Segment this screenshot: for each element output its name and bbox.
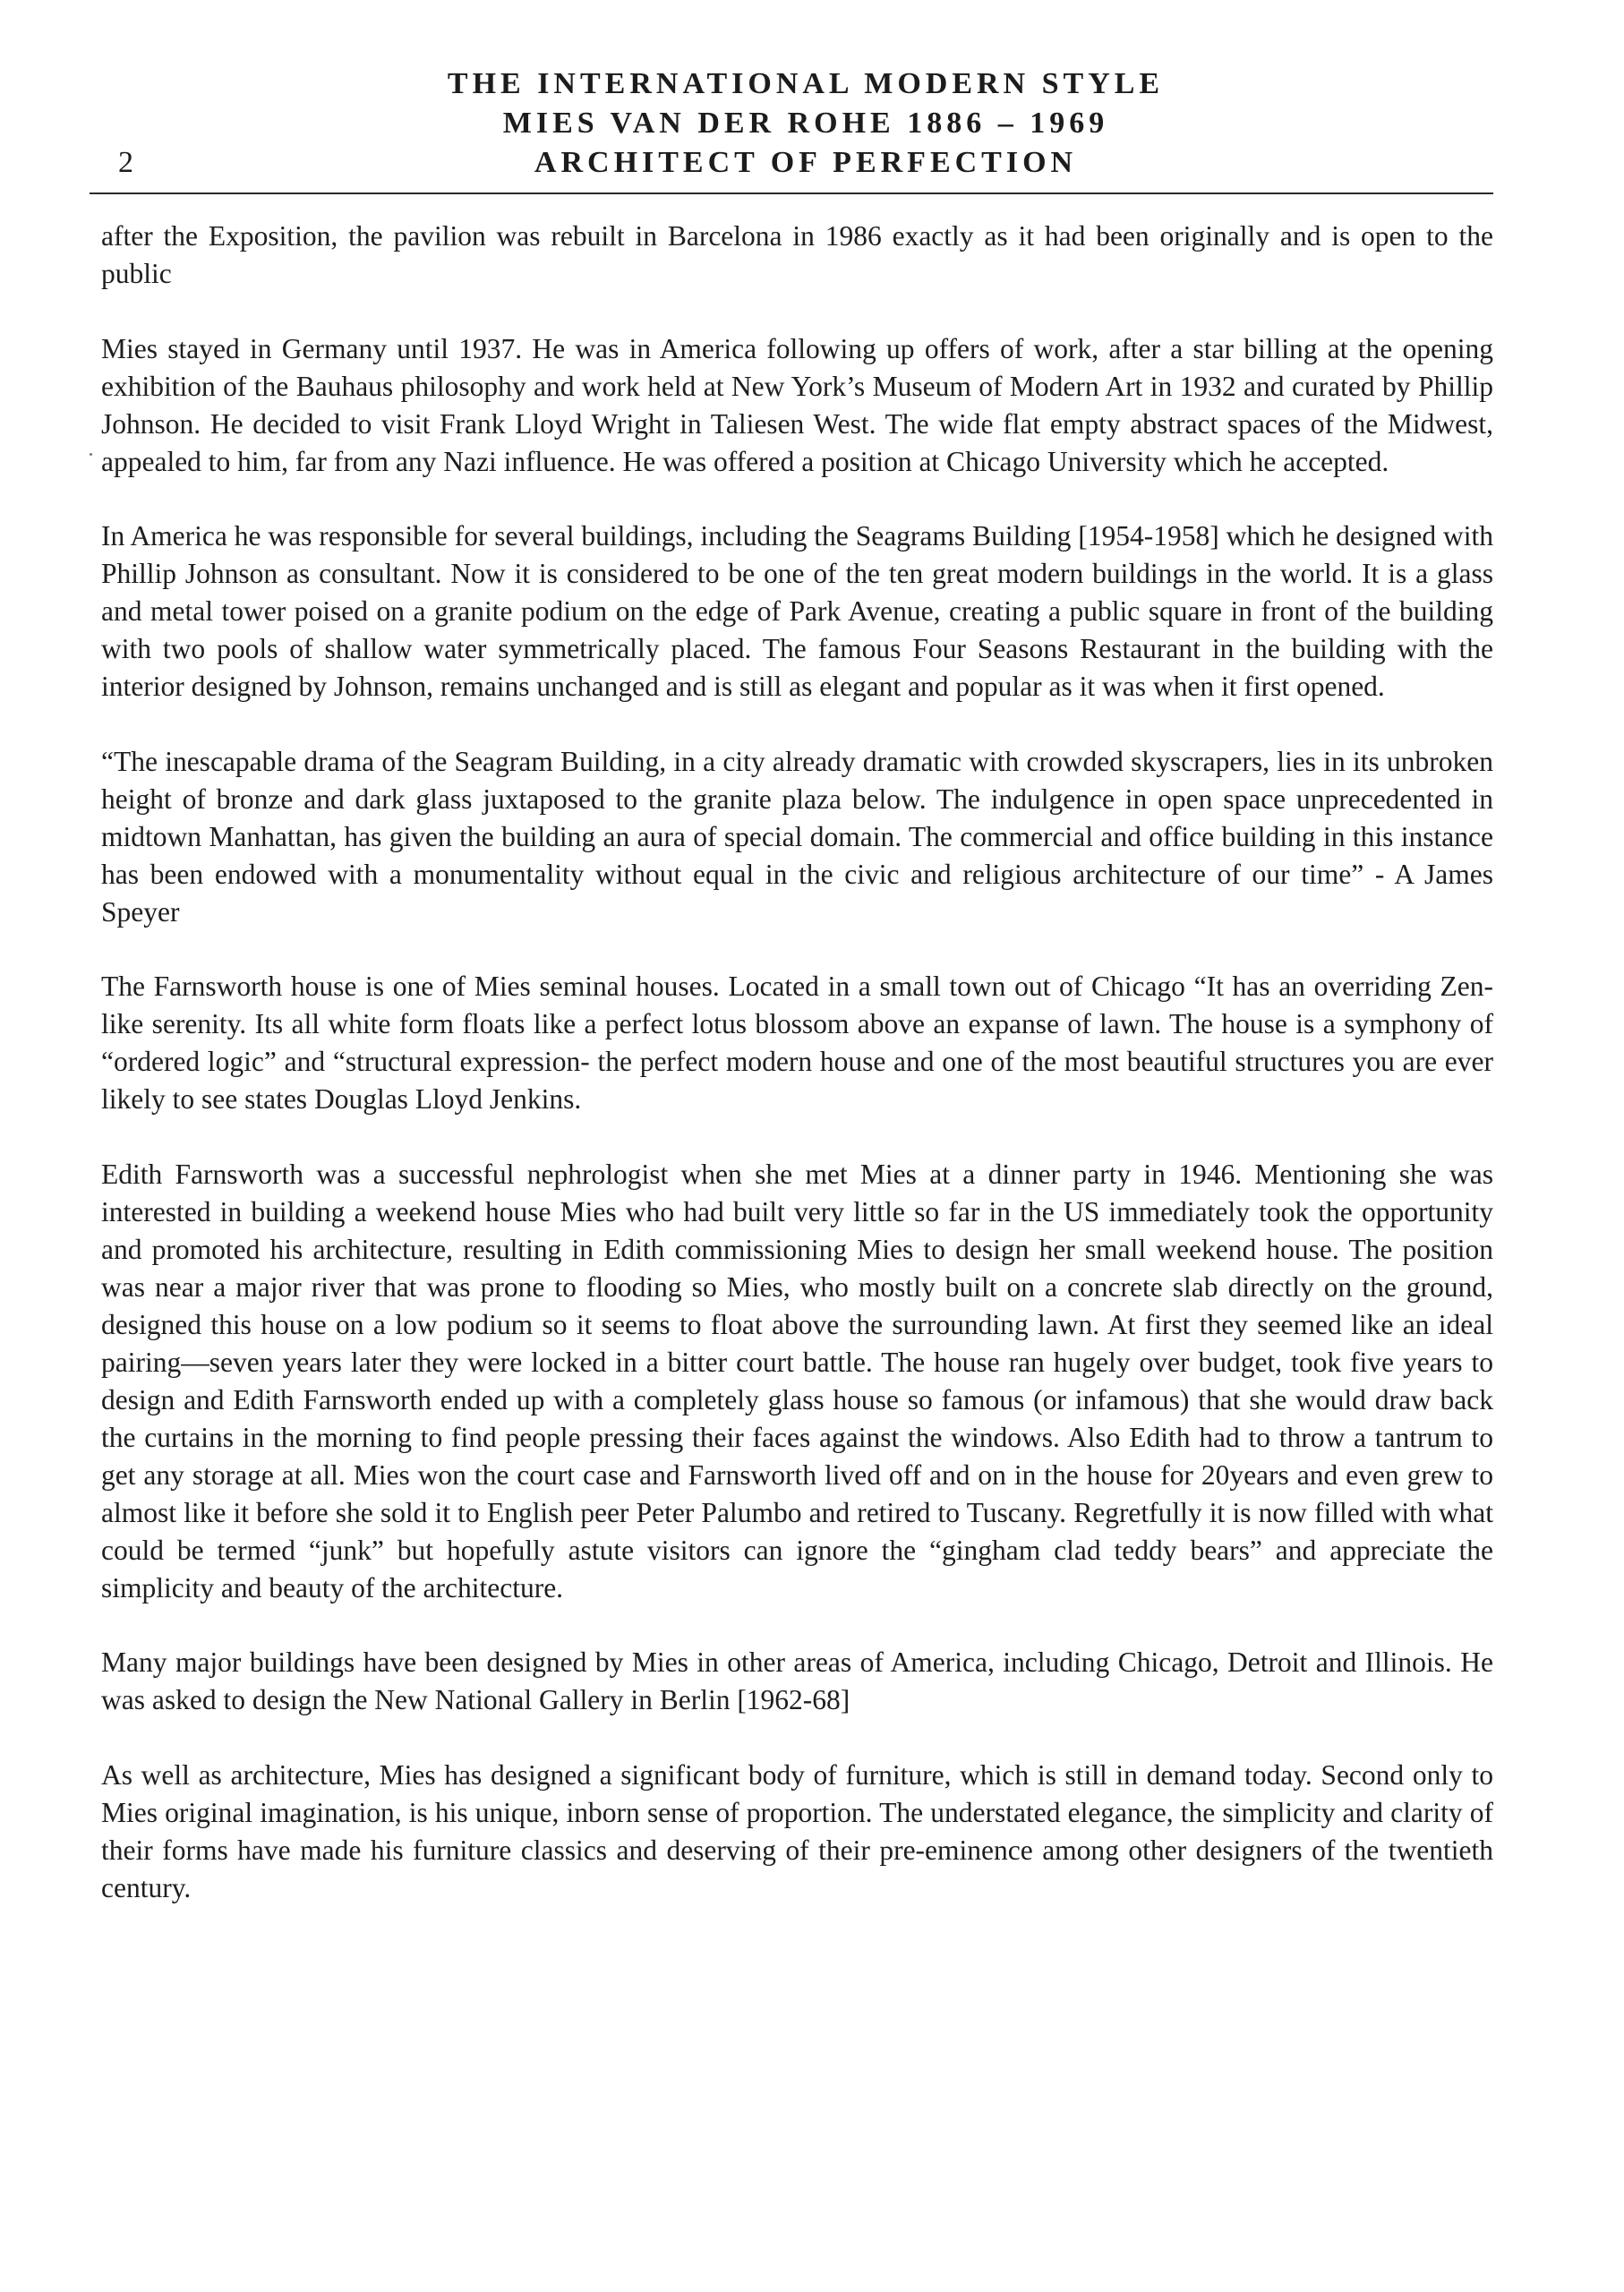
scan-speck [90, 453, 92, 456]
page-header [90, 63, 1493, 197]
body-text [101, 218, 1493, 1907]
paragraph-pavilion: after the Exposition, the pavilion was rebuilt in Barcelona in 1986 exactly as it had been originally and is open to the public [101, 220, 1493, 289]
header-title-line-3: ARCHITECT OF PERFECTION [534, 146, 1078, 179]
paragraph-edith-farnsworth: Edith Farnsworth was a successful nephrologist when she met Mies at a dinner party in 1946. Mentioning she was interested in building a weekend house Mies who had built very little so far in the US immediately took the opportunity and promoted his architecture, resulting in Edith commissioning Mies to design her small weekend house. The position was near a major river that was prone to flooding so Mies, who mostly built on a concrete slab directly on the ground, designed this house on a low podium so it seems to float above the surrounding lawn. At first they seemed like an ideal pairing—seven years later they were locked in a bitter court battle. The house ran hugely over budget, took five years to design and Edith Farnsworth ended up with a completely glass house so famous (or infamous) that she would draw back the curtains in the morning to find people pressing their faces against the windows. Also Edith had to throw a tantrum to get any storage at all. Mies won the court case and Farnsworth lived off and on in the house for 20years and even grew to almost like it before she sold it to English peer Peter Palumbo and retired to Tuscany. Regretfully it is now filled with what could be termed “junk” but hopefully astute visitors can ignore the “gingham clad teddy bears” and appreciate the simplicity and beauty of the architecture. [101, 1158, 1493, 1604]
paragraph-seagrams-building: In America he was responsible for several buildings, including the Seagrams Building [1954-1958] which he designed with Phillip Johnson as consultant. Now it is considered to be one of the ten great modern buildings in the world. It is a glass and metal tower poised on a granite podium on the edge of Park Avenue, creating a public square in front of the building with two pools of shallow water symmetrically placed. The famous Four Seasons Restaurant in the building with the interior designed by Johnson, remains unchanged and is still as elegant and popular as it was when it first opened. [101, 520, 1493, 702]
paragraph-furniture: As well as architecture, Mies has designed a significant body of furniture, which is still in demand today. Second only to Mies original imagination, is his unique, inborn sense of proportion. The understated elegance, the simplicity and clarity of their forms have made his furniture classics and deserving of their pre-eminence among other designers of the twentieth century. [101, 1758, 1493, 1903]
header-divider [90, 192, 1493, 194]
paragraph-major-buildings: Many major buildings have been designed by Mies in other areas of America, including Chicago, Detroit and Illinois. He was asked to design the New National Gallery in Berlin [1962-68] [101, 1646, 1493, 1715]
paragraph-farnsworth-house: The Farnsworth house is one of Mies seminal houses. Located in a small town out of Chicago “It has an overriding Zen- like serenity. Its all white form floats like a perfect lotus blossom above an expanse of lawn. The house is a symphony of “ordered logic” and “structural expression- the perfect modern house and one of the most beautiful structures you are ever likely to see states Douglas Lloyd Jenkins. [101, 971, 1493, 1115]
header-title-line-2: MIES VAN DER ROHE 1886 – 1969 [502, 107, 1109, 140]
paragraph-speyer-quote: “The inescapable drama of the Seagram Building, in a city already dramatic with crowded skyscrapers, lies in its unbroken height of bronze and dark glass juxtaposed to the granite plaza below. The indulgence in open space unprecedented in midtown Manhattan, has given the building an aura of special domain. The commercial and office building in this instance has been endowed with a monumentality without equal in the civic and religious architecture of our time” - A James Speyer [101, 745, 1493, 928]
page-number: 2 [118, 146, 133, 179]
paragraph-america-move: Mies stayed in Germany until 1937. He was in America following up offers of work, after a star billing at the opening exhibition of the Bauhaus philosophy and work held at New York’s Museum of Modern Art in 1932 and curated by Phillip Johnson. He decided to visit Frank Lloyd Wright in Taliesen West. The wide flat empty abstract spaces of the Midwest, appealed to him, far from any Nazi influence. He was offered a position at Chicago University which he accepted. [101, 332, 1493, 477]
header-title-line-1: THE INTERNATIONAL MODERN STYLE [447, 67, 1165, 100]
